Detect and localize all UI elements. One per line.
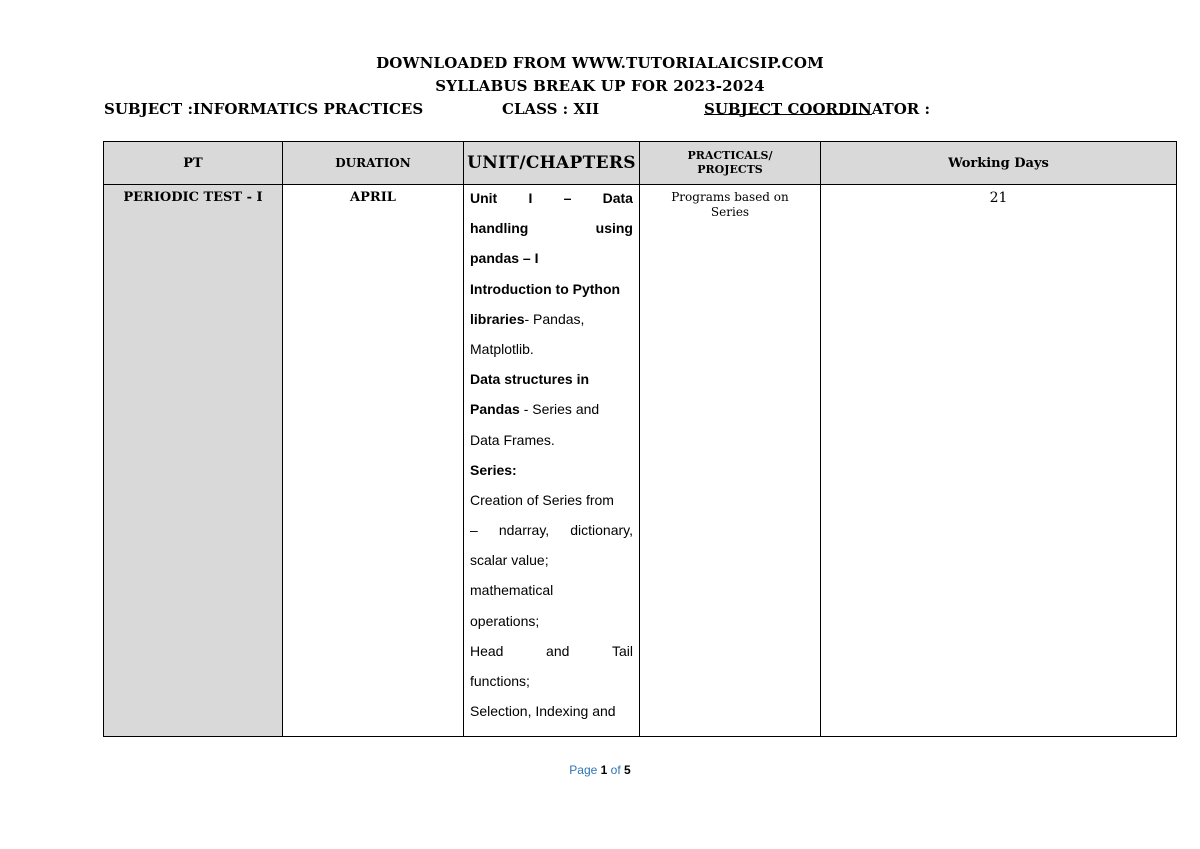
cell-periodic-test: PERIODIC TEST - I [104,185,283,737]
unit-word: Unit [470,190,498,206]
col-header-unit-chapters: UNIT/CHAPTERS [464,142,640,185]
cell-working-days: 21 [821,185,1177,737]
unit-line [470,636,633,666]
cell-duration: APRIL [283,185,464,737]
unit-word: – [470,522,478,539]
unit-word: Introduction to Python [470,280,621,297]
unit-line [470,304,633,334]
col-header-working-days: Working Days [821,142,1177,185]
coordinator-label: SUBJECT COORDINATOR : [704,100,930,118]
col-header-pt: PT [104,142,283,185]
page-number: 1 [600,763,608,777]
unit-word: Data [602,190,633,206]
unit-word: pandas – I [470,250,539,267]
unit-chapters-text [470,183,633,726]
practicals-line2: Series [710,205,750,219]
subject-label: SUBJECT :INFORMATICS PRACTICES [104,100,424,118]
subject-line [104,100,1104,122]
class-label: CLASS : XII [502,100,600,118]
unit-line [470,183,633,213]
cell-practicals [640,185,821,737]
unit-line [470,394,633,424]
unit-line: functions; [470,673,530,689]
unit-word: handling [470,220,529,237]
table-row [104,185,1177,737]
table-header-row [104,142,1177,185]
syllabus-table [103,141,1177,737]
unit-word: Series: [470,461,517,478]
unit-line [470,515,633,545]
unit-word: Head [470,642,504,659]
page-total: 5 [624,763,631,777]
unit-line [470,213,633,243]
unit-word: dictionary, [570,522,633,539]
page-footer [0,763,1200,777]
unit-word: Pandas [470,401,520,418]
cell-unit-chapters [464,185,640,737]
practicals-line1: Programs based on [671,190,789,204]
of-word: of [610,763,621,777]
unit-line [470,364,633,394]
unit-line [470,455,633,485]
unit-word: Tail [611,642,633,659]
col-header-practicals-line1: PRACTICALS/ [687,149,773,162]
unit-word: and [546,642,570,659]
unit-word: libraries [470,310,525,327]
unit-line: scalar value; [470,552,549,569]
col-header-practicals-line2: PROJECTS [697,163,763,176]
unit-line: Data Frames. [470,431,555,448]
coordinator-blank-line [704,100,872,115]
unit-word: - Pandas, [524,310,585,327]
unit-line: Matplotlib. [470,340,534,357]
unit-line [470,243,633,273]
unit-word: – [563,190,572,206]
document-title: DOWNLOADED FROM WWW.TUTORIALAICSIP.COM [376,54,824,72]
col-header-duration: DURATION [283,142,464,185]
unit-line: operations; [470,612,540,629]
col-header-practicals [640,142,821,185]
unit-line: Selection, Indexing and [470,703,616,720]
unit-word: Data structures in [470,371,590,388]
unit-word: - Series and [519,401,600,418]
unit-line [470,274,633,304]
unit-word: I [528,190,533,206]
unit-line: Creation of Series from [470,491,614,508]
unit-word: ndarray, [498,522,550,539]
page-word: Page [569,763,598,777]
syllabus-title: SYLLABUS BREAK UP FOR 2023-2024 [435,77,765,95]
unit-word: using [595,220,633,237]
unit-line: mathematical [470,582,554,599]
